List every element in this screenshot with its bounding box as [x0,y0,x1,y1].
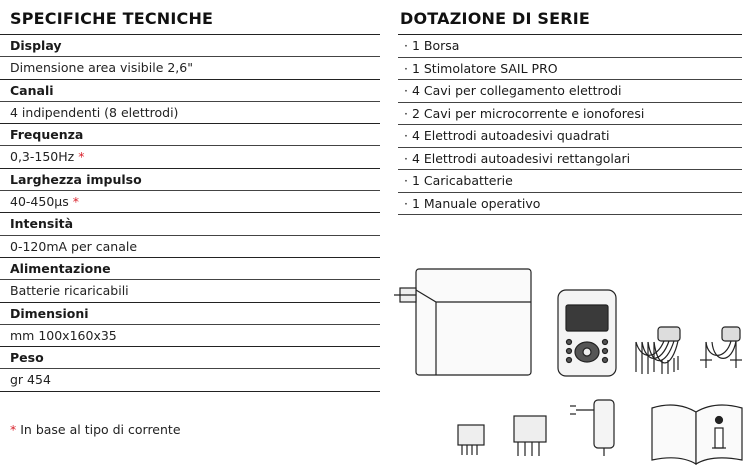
microcurrent-cable-illustration [700,327,742,368]
spec-star: * [72,194,79,210]
spec-label: Canali [0,80,380,102]
equipment-list [398,34,742,215]
spec-value [0,325,380,347]
spec-value-text: 0,3-150Hz [10,149,75,165]
spec-value-text: 40-450µs [10,194,69,210]
stimulator-illustration [558,290,616,376]
square-electrodes-illustration [458,425,484,455]
spec-value [0,146,380,168]
equipment-item: · 4 Cavi per collegamento elettrodi [398,80,742,103]
spec-value [0,57,380,79]
spec-label: Alimentazione [0,258,380,280]
spec-value [0,369,380,391]
equipment-item: · 4 Elettrodi autoadesivi rettangolari [398,148,742,171]
rectangular-electrodes-illustration [514,416,546,456]
electrode-cables-illustration [636,327,680,374]
spec-value-text: 4 indipendenti (8 elettrodi) [10,104,179,120]
equipment-item: · 1 Caricabatterie [398,170,742,193]
spec-star: * [78,149,85,165]
standard-equipment-section [398,0,756,215]
spec-value-text: gr 454 [10,372,51,388]
equipment-item: · 1 Borsa [398,35,742,58]
spec-value [0,280,380,302]
spec-value-text: Batterie ricaricabili [10,283,129,299]
spec-label: Larghezza impulso [0,169,380,191]
bag-illustration [394,269,531,375]
equipment-item: · 4 Elettrodi autoadesivi quadrati [398,125,742,148]
charger-illustration [570,400,614,456]
spec-label: Dimensioni [0,303,380,325]
spec-value-text: mm 100x160x35 [10,327,117,343]
equipment-item: · 2 Cavi per microcorrente e ionoforesi [398,103,742,126]
equipment-item: · 1 Stimolatore SAIL PRO [398,58,742,81]
equipment-title: DOTAZIONE DI SERIE [400,9,591,28]
spec-label: Display [0,35,380,57]
spec-value-text: Dimensione area visibile 2,6" [10,60,193,76]
equipment-item: · 1 Manuale operativo [398,193,742,216]
spec-label: Peso [0,347,380,369]
spec-label: Frequenza [0,124,380,146]
spec-value-text: 0-120mA per canale [10,238,138,254]
spec-value [0,236,380,258]
footnote-star: * [10,422,17,437]
spec-value [0,102,380,124]
spec-value [0,191,380,213]
specs-list [0,34,380,392]
specs-footnote [10,422,181,437]
footnote-text: In base al tipo di corrente [20,422,181,437]
specs-title: SPECIFICHE TECNICHE [10,9,214,28]
manual-illustration [652,405,742,464]
technical-specs-section [0,0,380,392]
equipment-illustrations [386,260,756,469]
spec-label: Intensità [0,213,380,235]
